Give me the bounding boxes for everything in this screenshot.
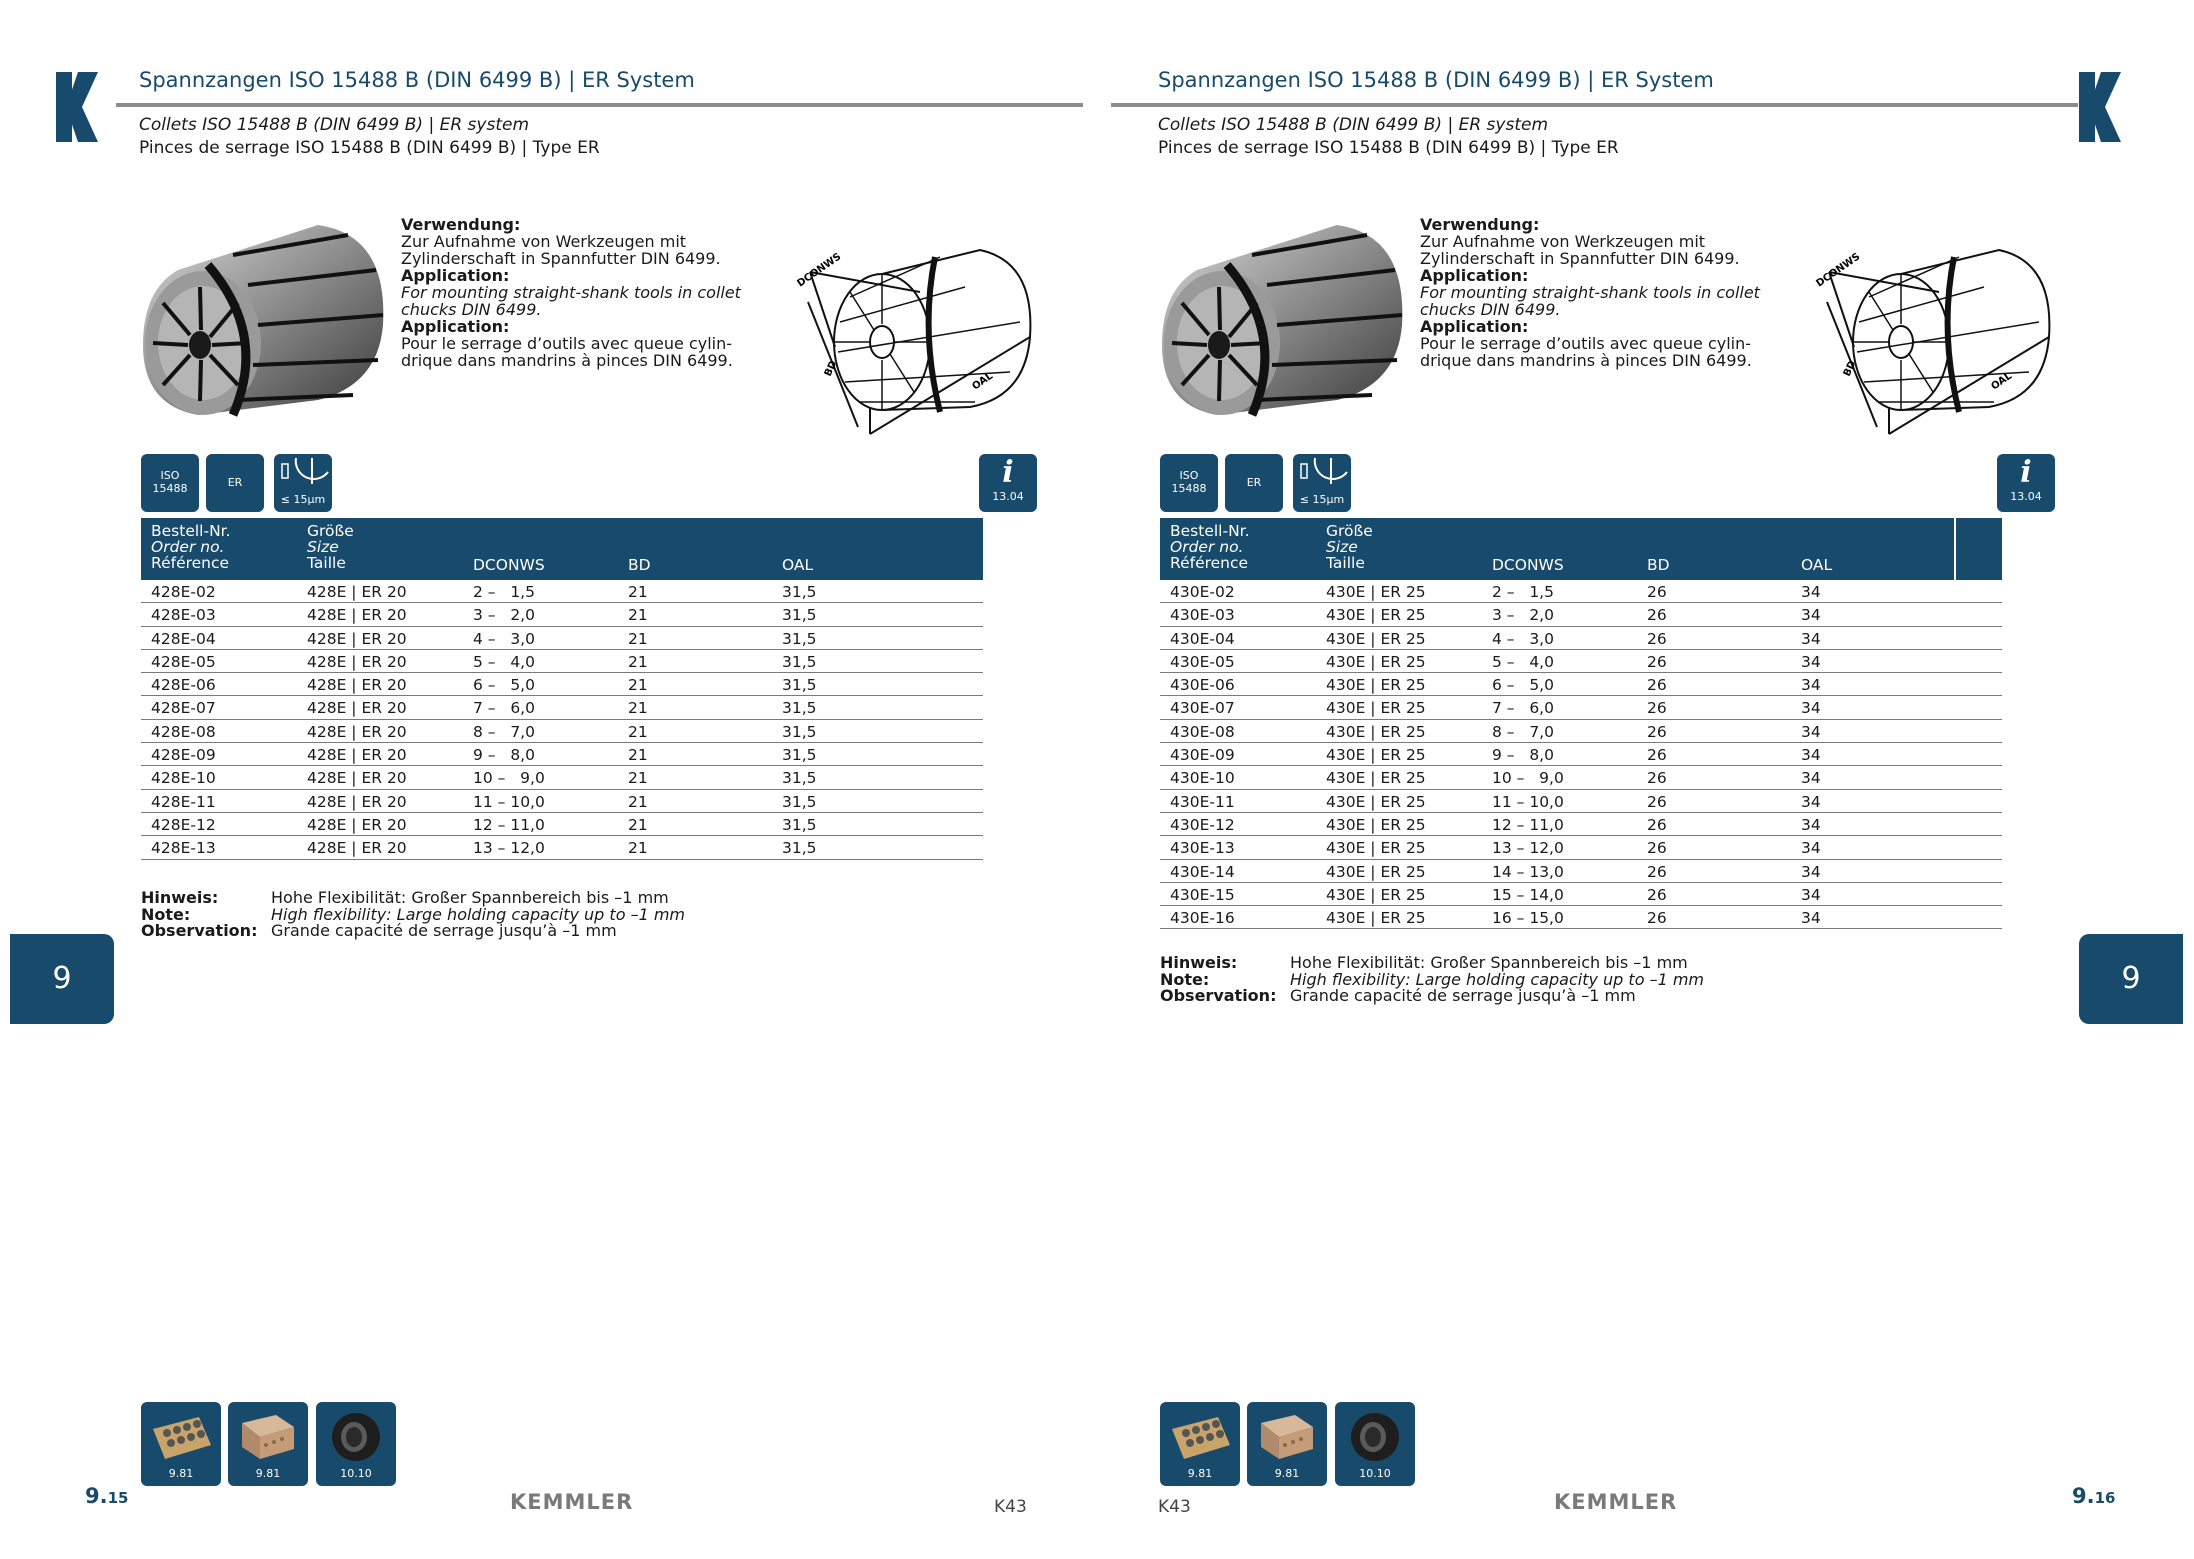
table-row bbox=[141, 836, 983, 859]
usage-fr-line2: drique dans mandrins à pinces DIN 6499. bbox=[1420, 351, 1752, 370]
cell-order: 430E-16 bbox=[1170, 909, 1235, 928]
iso-badge-line2: 15488 bbox=[1171, 482, 1207, 495]
cell-bd: 21 bbox=[628, 606, 648, 625]
header-oal: OAL bbox=[782, 556, 814, 574]
cell-oal: 34 bbox=[1801, 909, 1821, 928]
table-row bbox=[1160, 766, 2002, 789]
collet-photo bbox=[1157, 215, 1407, 425]
cell-oal: 34 bbox=[1801, 583, 1821, 601]
cell-order: 430E-05 bbox=[1170, 652, 1235, 671]
cell-bd: 26 bbox=[1647, 769, 1667, 788]
usage-block bbox=[1420, 216, 1760, 369]
cell-bd: 26 bbox=[1647, 629, 1667, 648]
cell-size: 428E | ER 20 bbox=[307, 606, 407, 625]
collet-tray-icon bbox=[1168, 1409, 1232, 1465]
label-bd: BD bbox=[1841, 359, 1859, 379]
table-header-extension bbox=[1954, 518, 2002, 580]
cell-order: 428E-05 bbox=[151, 652, 216, 671]
cell-dconws: 4 – 3,0 bbox=[473, 629, 535, 648]
table-row bbox=[141, 650, 983, 673]
cell-oal: 34 bbox=[1801, 606, 1821, 625]
accessory-clamping-nut[interactable] bbox=[316, 1402, 396, 1486]
table-row bbox=[1160, 650, 2002, 673]
accessory-ref-3: 10.10 bbox=[1359, 1467, 1391, 1480]
table-row bbox=[141, 766, 983, 789]
note-de-value: Hohe Flexibilität: Großer Spannbereich bis –1 mm bbox=[1290, 953, 1688, 972]
cell-order: 428E-13 bbox=[151, 839, 216, 858]
table-row bbox=[141, 603, 983, 626]
cell-oal: 31,5 bbox=[782, 606, 817, 625]
cell-oal: 34 bbox=[1801, 652, 1821, 671]
cell-order: 430E-04 bbox=[1170, 629, 1235, 648]
cell-size: 428E | ER 20 bbox=[307, 815, 407, 834]
runout-gauge-icon bbox=[1293, 454, 1351, 490]
iso-badge-line2: 15488 bbox=[152, 482, 188, 495]
label-oal: OAL bbox=[970, 370, 996, 393]
collet-box-icon bbox=[1255, 1409, 1319, 1465]
cell-order: 430E-14 bbox=[1170, 862, 1235, 881]
runout-badge-label: ≤ 15µm bbox=[280, 493, 326, 506]
cell-oal: 34 bbox=[1801, 676, 1821, 695]
cell-order: 430E-13 bbox=[1170, 839, 1235, 858]
cell-oal: 34 bbox=[1801, 769, 1821, 788]
cell-bd: 26 bbox=[1647, 862, 1667, 881]
cell-order: 430E-10 bbox=[1170, 769, 1235, 788]
cell-oal: 31,5 bbox=[782, 792, 817, 811]
table-row bbox=[141, 627, 983, 650]
table-body bbox=[141, 580, 983, 860]
header-order-en: Order no. bbox=[1170, 538, 1244, 556]
table-row bbox=[1160, 627, 2002, 650]
cell-bd: 26 bbox=[1647, 885, 1667, 904]
cell-bd: 21 bbox=[628, 629, 648, 648]
cell-bd: 21 bbox=[628, 583, 648, 601]
header-dconws: DCONWS bbox=[1492, 556, 1564, 574]
cell-size: 430E | ER 25 bbox=[1326, 652, 1426, 671]
usage-fr-line1: Pour le serrage d’outils avec queue cylin- bbox=[1420, 334, 1752, 353]
note-fr-value: Grande capacité de serrage jusqu’à –1 mm bbox=[271, 921, 617, 940]
note-fr-key: Observation: bbox=[141, 921, 258, 940]
note-en-value: High flexibility: Large holding capacity up to –1 mm bbox=[271, 904, 686, 924]
cell-oal: 34 bbox=[1801, 839, 1821, 858]
accessory-ref-3: 10.10 bbox=[340, 1467, 372, 1480]
header-size bbox=[1326, 523, 1373, 571]
table-header bbox=[141, 518, 983, 580]
table-row bbox=[1160, 836, 2002, 859]
cell-oal: 34 bbox=[1801, 862, 1821, 881]
table-row bbox=[141, 743, 983, 766]
usage-de-heading: Verwendung: bbox=[1420, 215, 1540, 234]
chapter-tab[interactable]: 9 bbox=[10, 934, 114, 1024]
cell-dconws: 12 – 11,0 bbox=[1492, 815, 1564, 834]
table-row bbox=[141, 580, 983, 603]
cell-size: 428E | ER 20 bbox=[307, 839, 407, 858]
cell-bd: 26 bbox=[1647, 839, 1667, 858]
page-number-sub: 16 bbox=[2094, 1489, 2116, 1507]
er-badge-label: ER bbox=[1246, 476, 1262, 489]
note-de-value: Hohe Flexibilität: Großer Spannbereich bis –1 mm bbox=[271, 888, 669, 907]
cell-bd: 21 bbox=[628, 792, 648, 811]
cell-bd: 26 bbox=[1647, 676, 1667, 695]
table-row bbox=[1160, 813, 2002, 836]
accessory-ref-1: 9.81 bbox=[1187, 1467, 1213, 1480]
cell-bd: 21 bbox=[628, 769, 648, 788]
usage-en-heading: Application: bbox=[401, 266, 510, 285]
cell-bd: 21 bbox=[628, 815, 648, 834]
cell-dconws: 5 – 4,0 bbox=[473, 652, 535, 671]
table-row bbox=[1160, 603, 2002, 626]
label-bd: BD bbox=[822, 359, 840, 379]
cell-dconws: 8 – 7,0 bbox=[473, 722, 535, 741]
iso-badge-line1: ISO bbox=[160, 469, 180, 482]
cell-oal: 34 bbox=[1801, 746, 1821, 765]
runout-badge bbox=[274, 454, 332, 512]
cell-bd: 26 bbox=[1647, 792, 1667, 811]
usage-de-line2: Zylinderschaft in Spannfutter DIN 6499. bbox=[1420, 249, 1740, 268]
cell-size: 430E | ER 25 bbox=[1326, 909, 1426, 928]
cell-order: 428E-12 bbox=[151, 815, 216, 834]
cell-order: 430E-06 bbox=[1170, 676, 1235, 695]
notes-block bbox=[1160, 955, 1860, 1010]
catalog-code: K43 bbox=[1158, 1497, 1191, 1517]
cell-order: 428E-11 bbox=[151, 792, 216, 811]
runout-gauge-icon bbox=[274, 454, 332, 490]
table-row bbox=[141, 696, 983, 719]
iso-badge-line1: ISO bbox=[1179, 469, 1199, 482]
usage-fr-line1: Pour le serrage d’outils avec queue cylin- bbox=[401, 334, 733, 353]
cell-dconws: 11 – 10,0 bbox=[473, 792, 545, 811]
cell-bd: 26 bbox=[1647, 815, 1667, 834]
title-rule bbox=[1111, 103, 2078, 107]
usage-en-line1: For mounting straight-shank tools in collet bbox=[401, 283, 741, 302]
note-de-key: Hinweis: bbox=[1160, 953, 1238, 972]
cell-order: 428E-09 bbox=[151, 746, 216, 765]
cell-oal: 31,5 bbox=[782, 722, 817, 741]
cell-order: 428E-03 bbox=[151, 606, 216, 625]
runout-badge-label: ≤ 15µm bbox=[1299, 493, 1345, 506]
header-order-de: Bestell-Nr. bbox=[151, 522, 231, 540]
subtitle-fr: Pinces de serrage ISO 15488 B (DIN 6499 B) | Type ER bbox=[1158, 138, 1619, 158]
iso-badge bbox=[141, 454, 199, 512]
note-de-key: Hinweis: bbox=[141, 888, 219, 907]
page-title: Spannzangen ISO 15488 B (DIN 6499 B) | ER System bbox=[1158, 68, 1714, 92]
info-badge[interactable] bbox=[979, 454, 1037, 512]
accessory-collet-holder[interactable] bbox=[141, 1402, 221, 1486]
cell-size: 430E | ER 25 bbox=[1326, 606, 1426, 625]
note-fr-value: Grande capacité de serrage jusqu’à –1 mm bbox=[1290, 986, 1636, 1005]
page-right bbox=[1097, 0, 2194, 1559]
header-order-fr: Référence bbox=[151, 554, 230, 572]
header-size-en: Size bbox=[307, 538, 339, 556]
iso-badge bbox=[1160, 454, 1218, 512]
usage-de-heading: Verwendung: bbox=[401, 215, 521, 234]
notes-block bbox=[141, 890, 841, 945]
accessory-ref-2: 9.81 bbox=[1274, 1467, 1300, 1480]
cell-size: 430E | ER 25 bbox=[1326, 769, 1426, 788]
cell-order: 430E-07 bbox=[1170, 699, 1235, 718]
cell-order: 428E-02 bbox=[151, 583, 216, 601]
note-fr-key: Observation: bbox=[1160, 986, 1277, 1005]
cell-size: 430E | ER 25 bbox=[1326, 629, 1426, 648]
kemmler-logo-icon bbox=[2079, 72, 2139, 142]
cell-bd: 26 bbox=[1647, 652, 1667, 671]
table-row bbox=[1160, 673, 2002, 696]
table-row bbox=[1160, 696, 2002, 719]
usage-en-line2: chucks DIN 6499. bbox=[1420, 300, 1561, 319]
cell-dconws: 14 – 13,0 bbox=[1492, 862, 1564, 881]
header-order bbox=[1170, 523, 1250, 571]
header-order bbox=[151, 523, 231, 571]
cell-order: 430E-03 bbox=[1170, 606, 1235, 625]
cell-dconws: 12 – 11,0 bbox=[473, 815, 545, 834]
cell-dconws: 2 – 1,5 bbox=[473, 583, 535, 601]
cell-bd: 21 bbox=[628, 699, 648, 718]
cell-dconws: 8 – 7,0 bbox=[1492, 722, 1554, 741]
info-icon: i bbox=[2020, 455, 2032, 490]
cell-dconws: 10 – 9,0 bbox=[1492, 769, 1564, 788]
cell-order: 428E-08 bbox=[151, 722, 216, 741]
cell-oal: 34 bbox=[1801, 722, 1821, 741]
cell-dconws: 2 – 1,5 bbox=[1492, 583, 1554, 601]
table-row bbox=[1160, 743, 2002, 766]
header-oal: OAL bbox=[1801, 556, 1833, 574]
header-order-fr: Référence bbox=[1170, 554, 1249, 572]
runout-badge bbox=[1293, 454, 1351, 512]
header-order-de: Bestell-Nr. bbox=[1170, 522, 1250, 540]
dimension-drawing bbox=[790, 212, 1050, 437]
cell-dconws: 9 – 8,0 bbox=[1492, 746, 1554, 765]
usage-en-heading: Application: bbox=[1420, 266, 1529, 285]
usage-de-line1: Zur Aufnahme von Werkzeugen mit bbox=[1420, 232, 1706, 251]
clamping-nut-icon bbox=[1343, 1409, 1407, 1465]
usage-fr-heading: Application: bbox=[401, 317, 510, 336]
clamping-nut-icon bbox=[324, 1409, 388, 1465]
cell-bd: 21 bbox=[628, 652, 648, 671]
table-row bbox=[1160, 860, 2002, 883]
cell-size: 430E | ER 25 bbox=[1326, 722, 1426, 741]
header-size-de: Größe bbox=[1326, 522, 1373, 540]
cell-oal: 34 bbox=[1801, 792, 1821, 811]
cell-size: 430E | ER 25 bbox=[1326, 792, 1426, 811]
header-bd: BD bbox=[1647, 556, 1670, 574]
cell-size: 430E | ER 25 bbox=[1326, 699, 1426, 718]
subtitle-en: Collets ISO 15488 B (DIN 6499 B) | ER system bbox=[139, 115, 530, 135]
usage-de-line2: Zylinderschaft in Spannfutter DIN 6499. bbox=[401, 249, 721, 268]
table-row bbox=[141, 790, 983, 813]
kemmler-logo-icon bbox=[56, 72, 116, 142]
cell-oal: 34 bbox=[1801, 629, 1821, 648]
cell-oal: 34 bbox=[1801, 815, 1821, 834]
cell-order: 430E-09 bbox=[1170, 746, 1235, 765]
cell-oal: 31,5 bbox=[782, 839, 817, 858]
header-size bbox=[307, 523, 354, 571]
cell-bd: 26 bbox=[1647, 909, 1667, 928]
cell-bd: 26 bbox=[1647, 606, 1667, 625]
cell-oal: 31,5 bbox=[782, 699, 817, 718]
cell-size: 430E | ER 25 bbox=[1326, 862, 1426, 881]
cell-oal: 31,5 bbox=[782, 652, 817, 671]
cell-dconws: 3 – 2,0 bbox=[473, 606, 535, 625]
header-size-fr: Taille bbox=[1326, 554, 1365, 572]
cell-order: 430E-12 bbox=[1170, 815, 1235, 834]
accessory-collet-box[interactable] bbox=[1247, 1402, 1327, 1486]
cell-size: 430E | ER 25 bbox=[1326, 839, 1426, 858]
header-size-de: Größe bbox=[307, 522, 354, 540]
cell-dconws: 15 – 14,0 bbox=[1492, 885, 1564, 904]
er-badge bbox=[206, 454, 264, 512]
cell-size: 430E | ER 25 bbox=[1326, 583, 1426, 601]
usage-fr-heading: Application: bbox=[1420, 317, 1529, 336]
cell-oal: 31,5 bbox=[782, 815, 817, 834]
info-badge-ref: 13.04 bbox=[2010, 490, 2042, 503]
cell-dconws: 5 – 4,0 bbox=[1492, 652, 1554, 671]
brand-name: KEMMLER bbox=[1554, 1490, 1678, 1514]
note-en-value: High flexibility: Large holding capacity up to –1 mm bbox=[1290, 969, 1705, 989]
er-badge bbox=[1225, 454, 1283, 512]
page-number-main: 9. bbox=[2072, 1484, 2095, 1508]
accessory-ref-1: 9.81 bbox=[168, 1467, 194, 1480]
cell-size: 428E | ER 20 bbox=[307, 746, 407, 765]
label-dconws: DCONWS bbox=[795, 251, 844, 290]
header-size-fr: Taille bbox=[307, 554, 346, 572]
cell-bd: 26 bbox=[1647, 583, 1667, 601]
table-header bbox=[1160, 518, 1954, 580]
cell-size: 428E | ER 20 bbox=[307, 769, 407, 788]
cell-oal: 34 bbox=[1801, 699, 1821, 718]
info-badge[interactable] bbox=[1997, 454, 2055, 512]
subtitle-fr: Pinces de serrage ISO 15488 B (DIN 6499 B) | Type ER bbox=[139, 138, 600, 158]
cell-dconws: 7 – 6,0 bbox=[1492, 699, 1554, 718]
cell-size: 430E | ER 25 bbox=[1326, 885, 1426, 904]
cell-bd: 26 bbox=[1647, 722, 1667, 741]
info-icon: i bbox=[1002, 455, 1014, 490]
cell-oal: 31,5 bbox=[782, 746, 817, 765]
header-size-en: Size bbox=[1326, 538, 1358, 556]
cell-dconws: 6 – 5,0 bbox=[1492, 676, 1554, 695]
cell-size: 428E | ER 20 bbox=[307, 722, 407, 741]
usage-de-line1: Zur Aufnahme von Werkzeugen mit bbox=[401, 232, 687, 251]
table-row bbox=[141, 813, 983, 836]
header-dconws: DCONWS bbox=[473, 556, 545, 574]
brand-name: KEMMLER bbox=[510, 1490, 634, 1514]
title-rule bbox=[116, 103, 1083, 107]
dimension-drawing bbox=[1809, 212, 2069, 437]
cell-bd: 21 bbox=[628, 676, 648, 695]
cell-size: 430E | ER 25 bbox=[1326, 746, 1426, 765]
cell-order: 428E-10 bbox=[151, 769, 216, 788]
label-dconws: DCONWS bbox=[1814, 251, 1863, 290]
header-order-en: Order no. bbox=[151, 538, 225, 556]
header-bd: BD bbox=[628, 556, 651, 574]
cell-dconws: 3 – 2,0 bbox=[1492, 606, 1554, 625]
cell-size: 430E | ER 25 bbox=[1326, 676, 1426, 695]
cell-size: 428E | ER 20 bbox=[307, 676, 407, 695]
cell-oal: 34 bbox=[1801, 885, 1821, 904]
page-number bbox=[2072, 1484, 2115, 1508]
note-en-key: Note: bbox=[141, 904, 191, 924]
cell-oal: 31,5 bbox=[782, 629, 817, 648]
accessory-clamping-nut[interactable] bbox=[1335, 1402, 1415, 1486]
usage-block bbox=[401, 216, 741, 369]
cell-order: 430E-15 bbox=[1170, 885, 1235, 904]
usage-fr-line2: drique dans mandrins à pinces DIN 6499. bbox=[401, 351, 733, 370]
table-row bbox=[1160, 906, 2002, 929]
cell-dconws: 11 – 10,0 bbox=[1492, 792, 1564, 811]
cell-order: 428E-04 bbox=[151, 629, 216, 648]
accessory-collet-holder[interactable] bbox=[1160, 1402, 1240, 1486]
cell-bd: 26 bbox=[1647, 699, 1667, 718]
table-row bbox=[141, 673, 983, 696]
collet-photo bbox=[138, 215, 388, 425]
cell-dconws: 10 – 9,0 bbox=[473, 769, 545, 788]
cell-bd: 21 bbox=[628, 746, 648, 765]
cell-order: 430E-08 bbox=[1170, 722, 1235, 741]
table-row bbox=[1160, 720, 2002, 743]
page-number-main: 9. bbox=[85, 1484, 108, 1508]
note-en-key: Note: bbox=[1160, 969, 1210, 989]
table-row bbox=[1160, 790, 2002, 813]
cell-dconws: 16 – 15,0 bbox=[1492, 909, 1564, 928]
cell-order: 428E-07 bbox=[151, 699, 216, 718]
accessory-collet-box[interactable] bbox=[228, 1402, 308, 1486]
table-row bbox=[1160, 580, 2002, 603]
accessory-ref-2: 9.81 bbox=[255, 1467, 281, 1480]
er-badge-label: ER bbox=[227, 476, 243, 489]
cell-dconws: 9 – 8,0 bbox=[473, 746, 535, 765]
table-body bbox=[1160, 580, 2002, 929]
cell-oal: 31,5 bbox=[782, 676, 817, 695]
cell-size: 428E | ER 20 bbox=[307, 792, 407, 811]
cell-size: 430E | ER 25 bbox=[1326, 815, 1426, 834]
cell-bd: 21 bbox=[628, 722, 648, 741]
info-badge-ref: 13.04 bbox=[992, 490, 1024, 503]
usage-en-line1: For mounting straight-shank tools in collet bbox=[1420, 283, 1760, 302]
usage-en-line2: chucks DIN 6499. bbox=[401, 300, 542, 319]
catalog-code: K43 bbox=[994, 1497, 1027, 1517]
label-oal: OAL bbox=[1989, 370, 2015, 393]
chapter-tab[interactable]: 9 bbox=[2079, 934, 2183, 1024]
page-number bbox=[85, 1484, 128, 1508]
cell-size: 428E | ER 20 bbox=[307, 583, 407, 601]
cell-order: 430E-02 bbox=[1170, 583, 1235, 601]
cell-oal: 31,5 bbox=[782, 769, 817, 788]
cell-size: 428E | ER 20 bbox=[307, 629, 407, 648]
cell-size: 428E | ER 20 bbox=[307, 699, 407, 718]
cell-bd: 26 bbox=[1647, 746, 1667, 765]
cell-oal: 31,5 bbox=[782, 583, 817, 601]
cell-size: 428E | ER 20 bbox=[307, 652, 407, 671]
table-row bbox=[141, 720, 983, 743]
cell-dconws: 13 – 12,0 bbox=[1492, 839, 1564, 858]
cell-bd: 21 bbox=[628, 839, 648, 858]
cell-dconws: 6 – 5,0 bbox=[473, 676, 535, 695]
cell-order: 430E-11 bbox=[1170, 792, 1235, 811]
table-row bbox=[1160, 883, 2002, 906]
collet-box-icon bbox=[236, 1409, 300, 1465]
page-number-sub: 15 bbox=[107, 1489, 129, 1507]
collet-tray-icon bbox=[149, 1409, 213, 1465]
cell-order: 428E-06 bbox=[151, 676, 216, 695]
cell-dconws: 7 – 6,0 bbox=[473, 699, 535, 718]
subtitle-en: Collets ISO 15488 B (DIN 6499 B) | ER system bbox=[1158, 115, 1549, 135]
cell-dconws: 4 – 3,0 bbox=[1492, 629, 1554, 648]
page-title: Spannzangen ISO 15488 B (DIN 6499 B) | ER System bbox=[139, 68, 695, 92]
cell-dconws: 13 – 12,0 bbox=[473, 839, 545, 858]
